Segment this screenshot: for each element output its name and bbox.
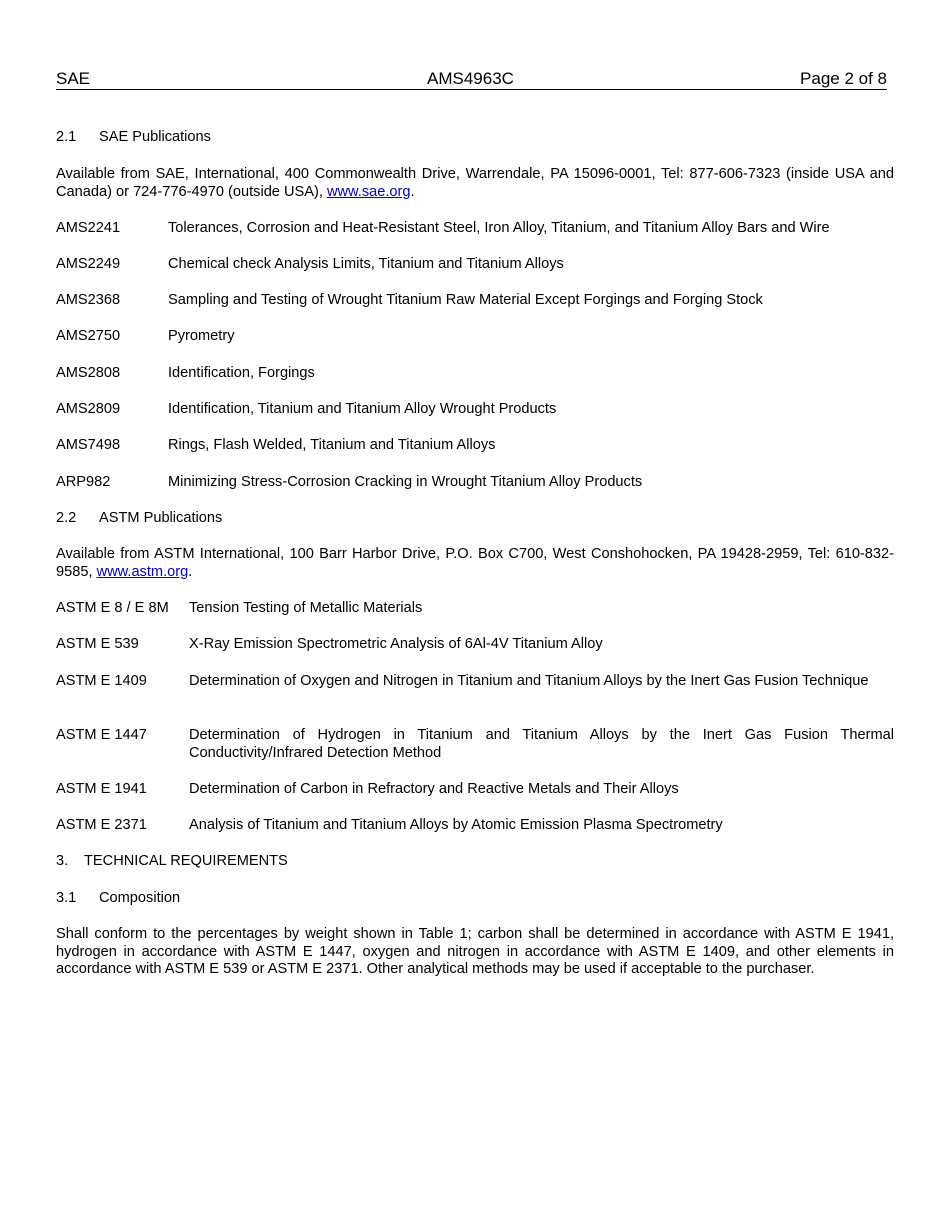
reference-code: AMS2249 [56,256,121,272]
reference-title: Chemical check Analysis Limits, Titanium and Titanium Alloys [168,256,564,272]
section-number: 2.1 [56,129,77,145]
reference-title: Minimizing Stress-Corrosion Cracking in Wrought Titanium Alloy Products [168,474,643,490]
reference-code: ARP982 [56,474,111,490]
reference-code: AMS2368 [56,292,121,308]
availability-paragraph: Available from SAE, International, 400 Commonwealth Drive, Warrendale, PA 15096-0001, Tel: 877-606-7323 (inside USA and Canada) or 724-776-4970 (outside USA), www.sae.org. [56,166,894,200]
reference-code: AMS2241 [56,220,121,236]
section-title: TECHNICAL REQUIREMENTS [84,853,288,869]
header-doc-number: AMS4963C [427,69,514,88]
reference-code: AMS2809 [56,401,121,417]
reference-title: Sampling and Testing of Wrought Titanium Raw Material Except Forgings and Forging Stock [168,292,763,308]
reference-title: Tension Testing of Metallic Materials [189,600,423,616]
section-number: 3. [56,853,69,869]
reference-title: X-Ray Emission Spectrometric Analysis of 6Al-4V Titanium Alloy [189,636,603,652]
reference-code: ASTM E 8 / E 8M [56,600,169,616]
section-title: SAE Publications [99,129,211,145]
reference-code: ASTM E 1447 [56,727,147,743]
section-title: Composition [99,890,181,906]
reference-title: Determination of Hydrogen in Titanium and Titanium Alloys by the Inert Gas Fusion Thermal Conductivity/Infrared Detection Method [189,727,894,761]
reference-code: AMS7498 [56,437,121,453]
reference-code: ASTM E 1409 [56,673,147,689]
composition-paragraph: Shall conform to the percentages by weight shown in Table 1; carbon shall be determined in accordance with ASTM E 1941, hydrogen in accordance with ASTM E 1447, oxygen and nitrogen in accordance with ASTM E 1409, and other elements in accordance with ASTM E 539 or ASTM E 2371. Other analytical methods may be used if acceptable to the purchaser. [56,926,894,977]
reference-title: Determination of Oxygen and Nitrogen in Titanium and Titanium Alloys by the Inert Gas Fusion Technique [189,673,869,689]
reference-title: Analysis of Titanium and Titanium Alloys by Atomic Emission Plasma Spectrometry [189,817,723,833]
reference-title: Identification, Forgings [168,365,315,381]
availability-paragraph: Available from ASTM International, 100 Barr Harbor Drive, P.O. Box C700, West Conshohocken, PA 19428-2959, Tel: 610-832-9585, www.astm.org. [56,546,894,580]
reference-code: ASTM E 2371 [56,817,147,833]
reference-title: Pyrometry [168,328,235,344]
reference-code: AMS2750 [56,328,121,344]
header-page-number: Page 2 of 8 [800,69,887,88]
header-org: SAE [56,69,91,88]
reference-title: Identification, Titanium and Titanium Alloy Wrought Products [168,401,557,417]
reference-code: ASTM E 539 [56,636,139,652]
astm-website-link[interactable]: www.astm.org [96,563,189,580]
reference-code: ASTM E 1941 [56,781,147,797]
reference-title: Tolerances, Corrosion and Heat-Resistant Steel, Iron Alloy, Titanium, and Titanium Alloy Bars and Wire [168,220,830,236]
reference-title: Determination of Carbon in Refractory and Reactive Metals and Their Alloys [189,781,679,797]
reference-code: AMS2808 [56,365,121,381]
section-number: 3.1 [56,890,77,906]
section-title: ASTM Publications [99,510,223,526]
page-header [56,68,887,90]
sae-website-link[interactable]: www.sae.org [326,183,411,200]
reference-title: Rings, Flash Welded, Titanium and Titanium Alloys [168,437,496,453]
section-number: 2.2 [56,510,77,526]
